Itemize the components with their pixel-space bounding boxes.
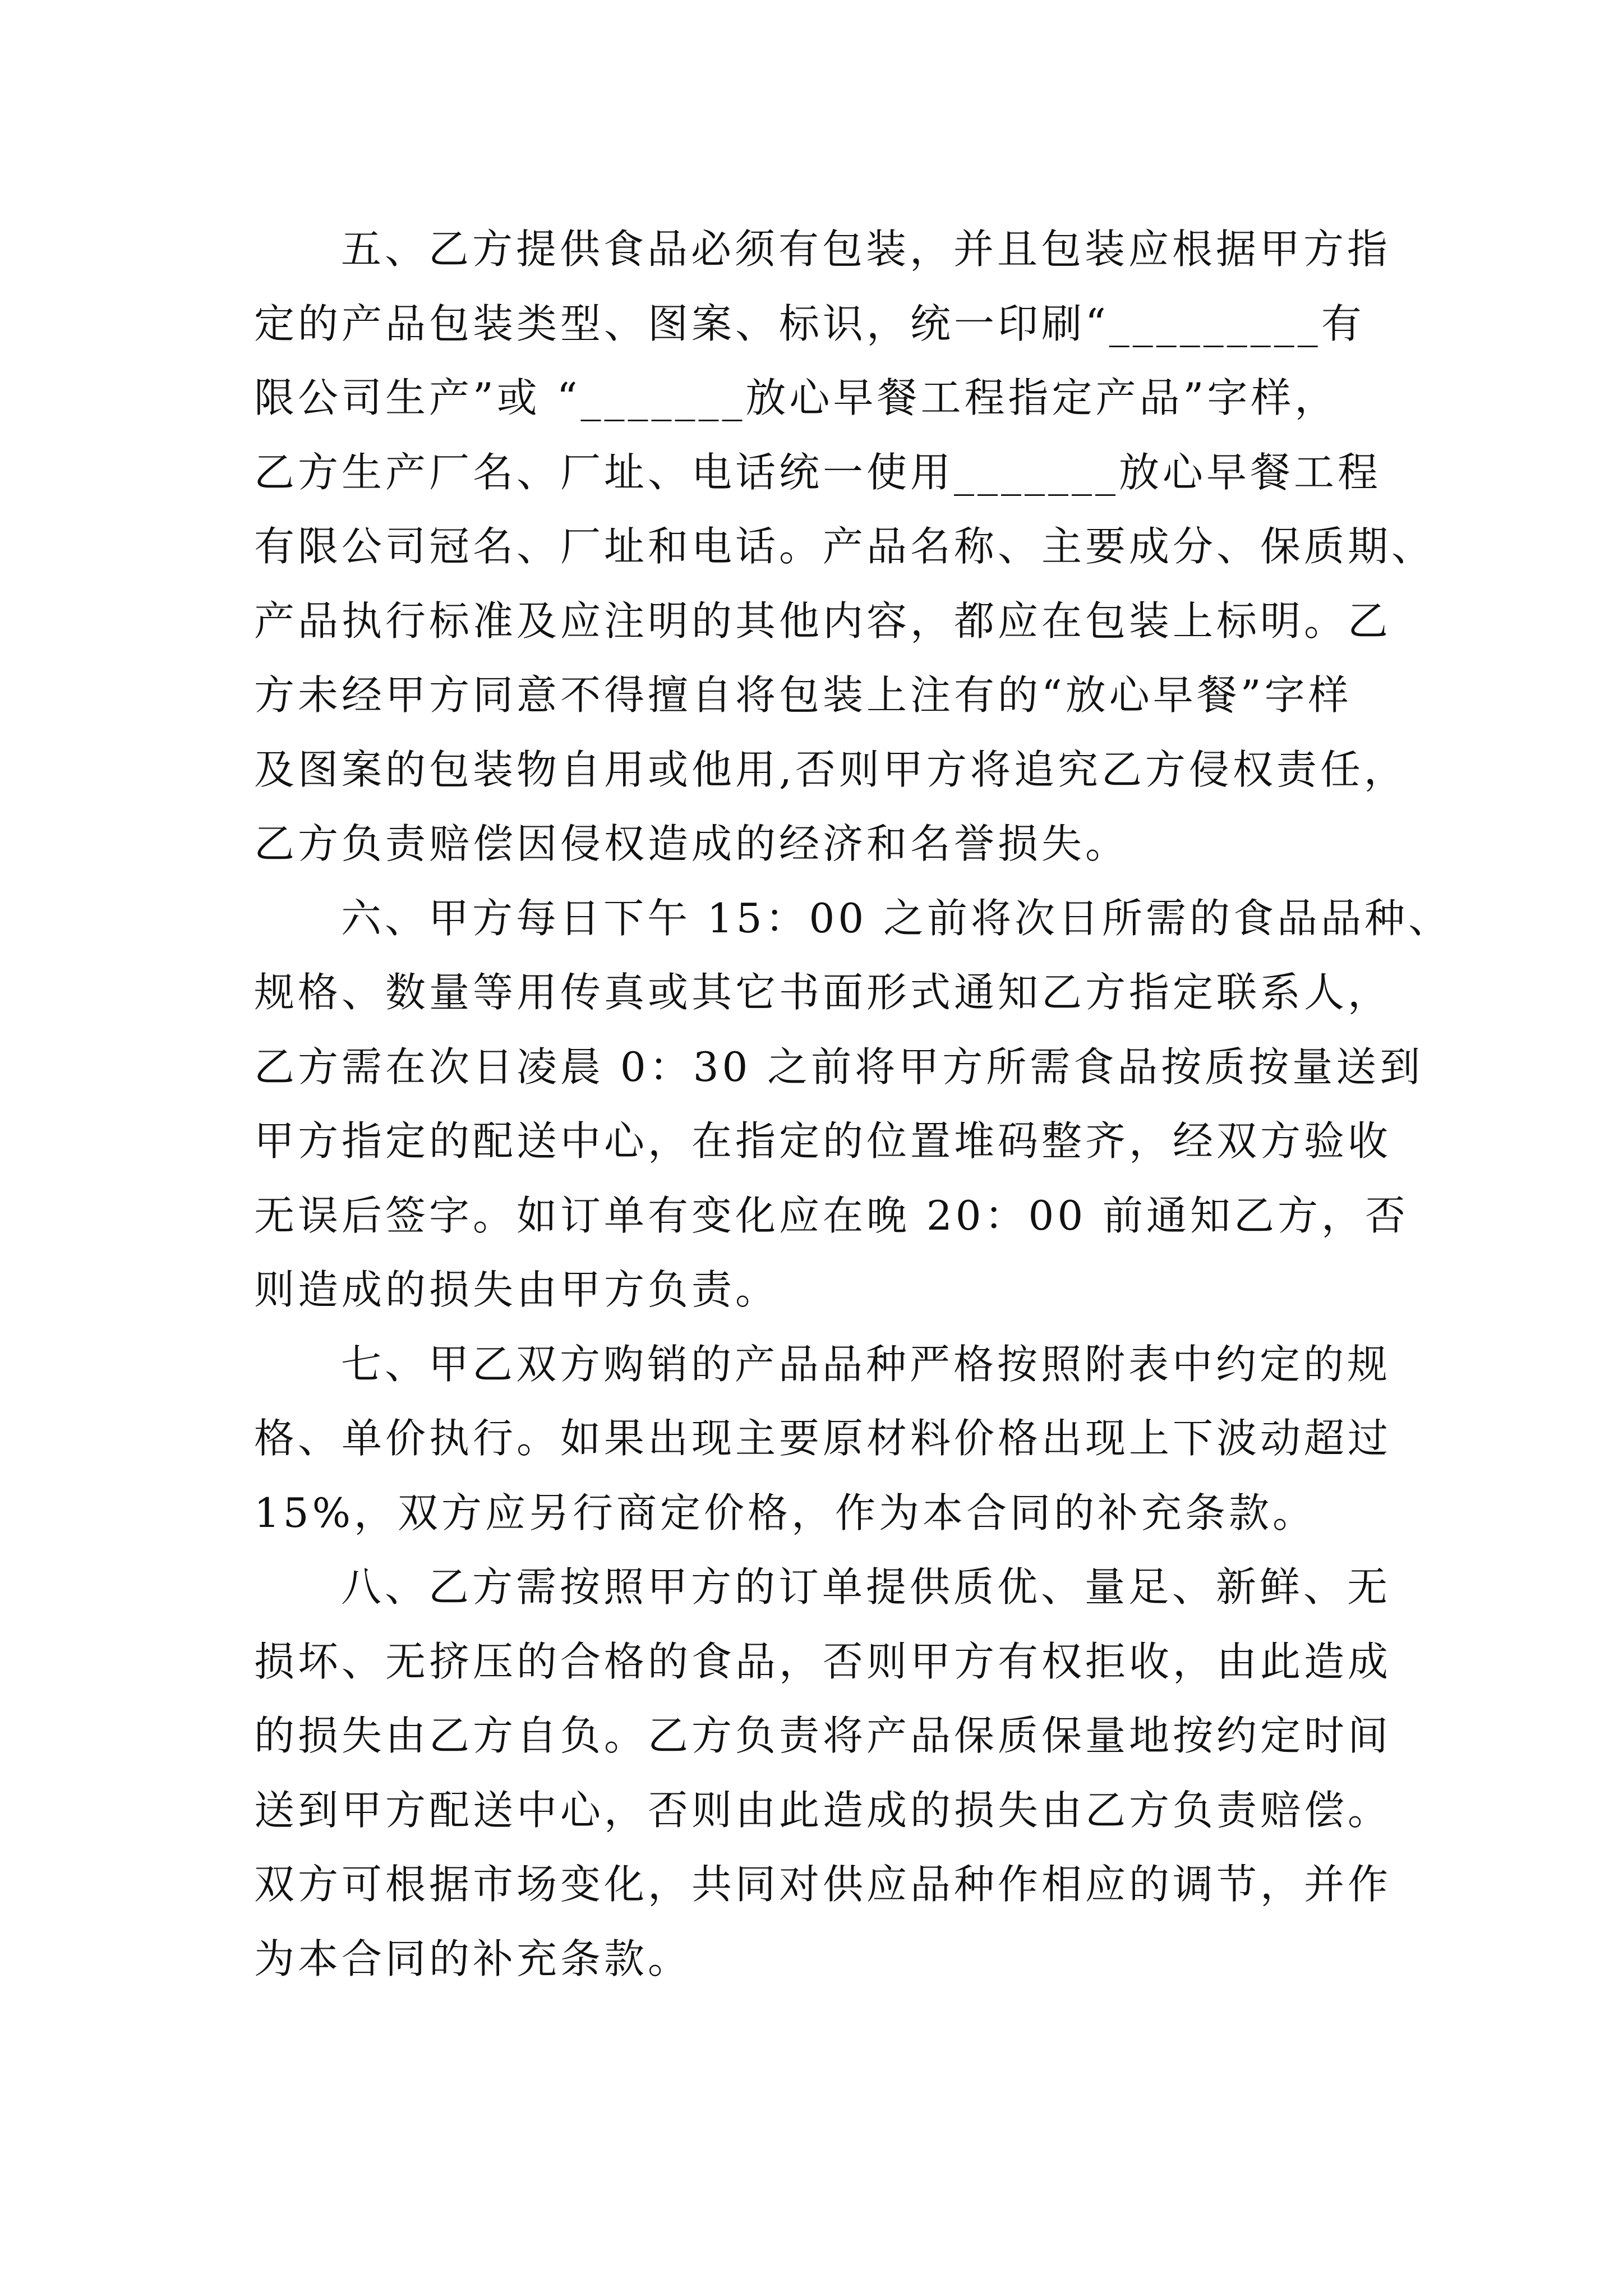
- clause-7-line-1: 七、甲乙双方购销的产品品种严格按照附表中约定的规: [341, 1340, 1391, 1388]
- clause-6-line-5: 无误后签字。如订单有变化应在晚 20：00 前通知乙方，否: [254, 1191, 1409, 1239]
- clause-8-line-3: 的损失由乙方自负。乙方负责将产品保质保量地按约定时间: [254, 1712, 1392, 1759]
- clause-8-line-6: 为本合同的补充条款。: [254, 1935, 692, 1982]
- clause-6-line-1: 六、甲方每日下午 15：00 之前将次日所需的食品品种、: [341, 894, 1453, 942]
- clause-7-line-3: 15%，双方应另行商定价格，作为本合同的补充条款。: [254, 1489, 1317, 1536]
- clause-5-line-4: 乙方生产厂名、厂址、电话统一使用_______放心早餐工程: [254, 448, 1382, 496]
- clause-5-line-2: 定的产品包装类型、图案、标识，统一印刷“_________有: [254, 300, 1365, 347]
- clause-6-line-6: 则造成的损失由甲方负责。: [254, 1266, 780, 1313]
- clause-5-line-1: 五、乙方提供食品必须有包装，并且包装应根据甲方指: [341, 226, 1391, 273]
- clause-5-line-6: 产品执行标准及应注明的其他内容，都应在包装上标明。乙: [254, 597, 1392, 645]
- clause-5-line-3: 限公司生产”或 “_______放心早餐工程指定产品”字样，: [254, 374, 1339, 421]
- clause-5-line-9: 乙方负责赔偿因侵权造成的经济和名誉损失。: [254, 820, 1129, 867]
- clause-8-line-2: 损坏、无挤压的合格的食品，否则甲方有权拒收，由此造成: [254, 1637, 1392, 1685]
- clause-8-line-4: 送到甲方配送中心，否则由此造成的损失由乙方负责赔偿。: [254, 1786, 1392, 1834]
- clause-6-line-3: 乙方需在次日凌晨 0：30 之前将甲方所需食品按质按量送到: [254, 1043, 1424, 1091]
- clause-6-line-4: 甲方指定的配送中心，在指定的位置堆码整齐，经双方验收: [254, 1117, 1392, 1165]
- clause-5-line-5: 有限公司冠名、厂址和电话。产品名称、主要成分、保质期、: [254, 523, 1436, 570]
- clause-5-line-7: 方未经甲方同意不得擅自将包装上注有的“放心早餐”字样: [254, 671, 1352, 719]
- clause-8-line-5: 双方可根据市场变化，共同对供应品种作相应的调节，并作: [254, 1861, 1392, 1908]
- clause-5-line-8: 及图案的包装物自用或他用,否则甲方将追究乙方侵权责任，: [254, 746, 1408, 793]
- clause-7-line-2: 格、单价执行。如果出现主要原材料价格出现上下波动超过: [254, 1415, 1392, 1462]
- clause-8-line-1: 八、乙方需按照甲方的订单提供质优、量足、新鲜、无: [341, 1563, 1391, 1611]
- clause-6-line-2: 规格、数量等用传真或其它书面形式通知乙方指定联系人，: [254, 969, 1392, 1016]
- contract-body: [254, 212, 1453, 1996]
